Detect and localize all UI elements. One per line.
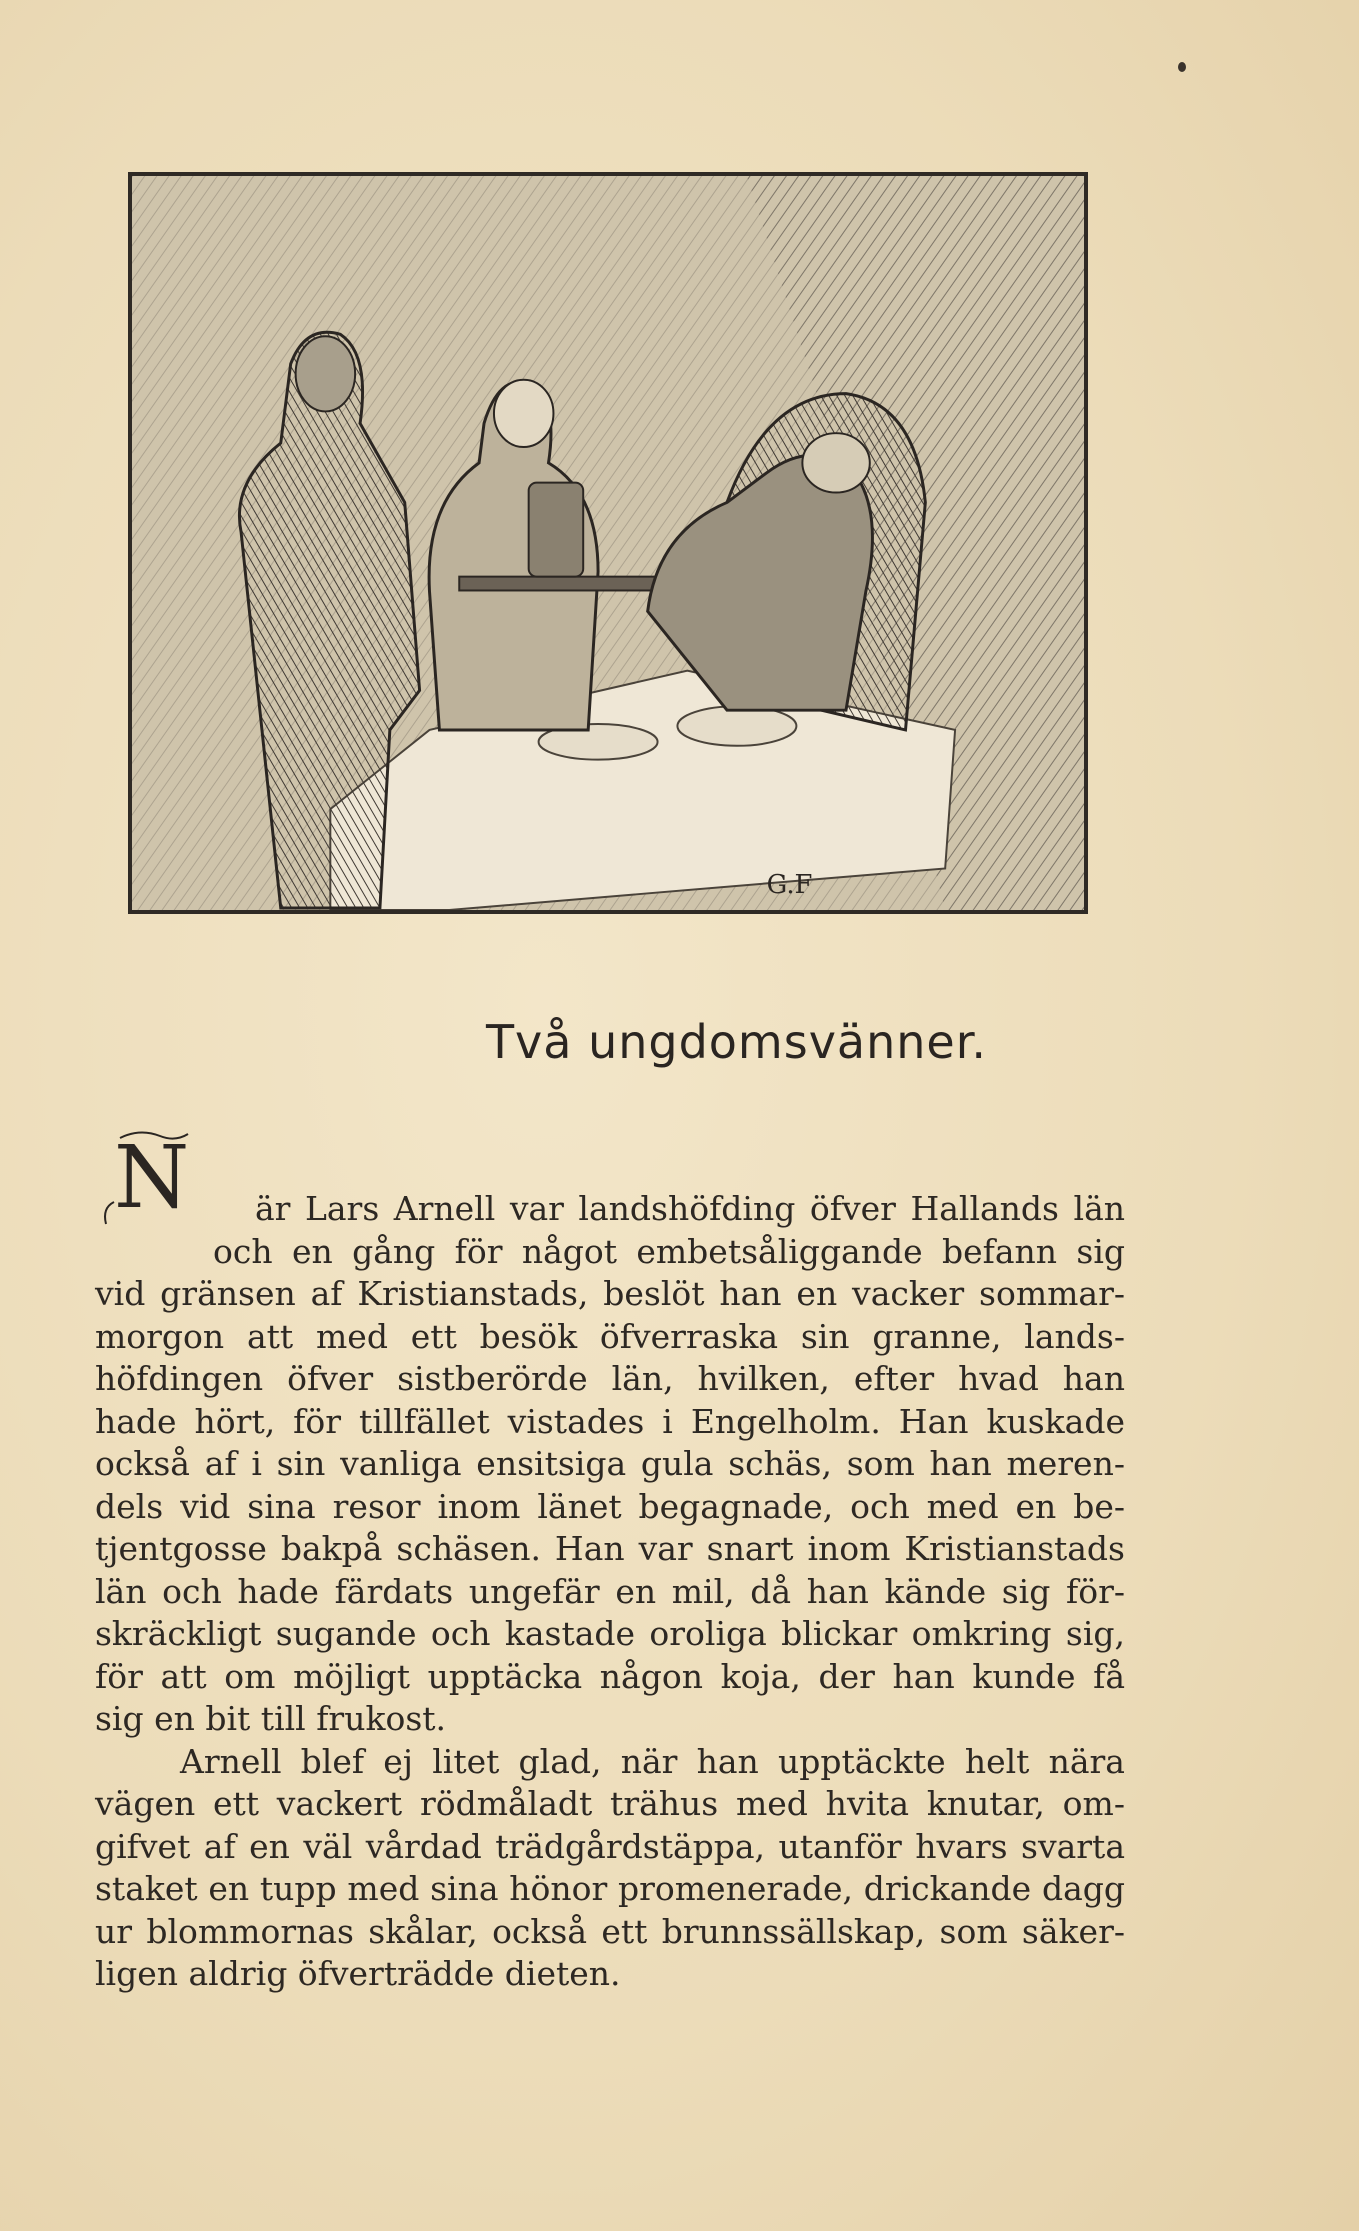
- text-line: för att om möjligt upptäcka någon koja, der han kunde få: [95, 1656, 1125, 1696]
- text-line: ligen aldrig öfverträdde dieten.: [95, 1954, 621, 1993]
- artist-signature: G.F: [766, 870, 813, 901]
- text-line: också af i sin vanliga ensitsiga gula schäs, som han meren-: [95, 1444, 1125, 1483]
- body-text: [95, 1188, 1125, 1996]
- text-line: är Lars Arnell var landshöfding öfver Hallands län: [255, 1189, 1125, 1228]
- initial-letter: N: [114, 1128, 190, 1228]
- text-line: morgon att med ett besök öfverraska sin granne, lands-: [95, 1316, 1125, 1356]
- text-line: gifvet af en väl vårdad trädgårdstäppa, utanför hvars svarta: [95, 1826, 1125, 1866]
- text-line: och en gång för något embetsåliggande befann sig: [213, 1231, 1125, 1271]
- text-line: Arnell blef ej litet glad, när han upptäckte helt nära: [180, 1741, 1125, 1781]
- chapter-title: [0, 1015, 1359, 1069]
- text-line: län och hade färdats ungefär en mil, då han kände sig för-: [95, 1571, 1125, 1611]
- chapter-title-text: Två ungdomsvänner.: [485, 1015, 988, 1069]
- text-line: tjentgosse bakpå schäsen. Han var snart inom Kristianstads: [95, 1529, 1125, 1568]
- text-line: dels vid sina resor inom länet begagnade, och med en be-: [95, 1486, 1125, 1526]
- engraving-image: [132, 176, 1084, 910]
- text-line: ur blommornas skålar, också ett brunnssällskap, som säker-: [95, 1911, 1125, 1951]
- coffee-pot: [529, 483, 584, 577]
- text-line: vägen ett vackert rödmåladt trähus med hvita knutar, om-: [95, 1784, 1125, 1823]
- paragraph-2: [95, 1741, 1125, 1996]
- text-line: sig en bit till frukost.: [95, 1699, 447, 1738]
- ink-dot: [1178, 62, 1186, 72]
- text-line: staket en tupp med sina hönor promenerade, drickande dagg: [95, 1869, 1125, 1908]
- text-line: skräckligt sugande och kastade oroliga blickar omkring sig,: [95, 1614, 1125, 1653]
- text-line: höfdingen öfver sistberörde län, hvilken, efter hvad han: [95, 1359, 1125, 1398]
- text-line: hade hört, för tillfället vistades i Engelholm. Han kuskade: [95, 1401, 1125, 1441]
- text-line: vid gränsen af Kristianstads, beslöt han en vacker sommar-: [95, 1274, 1125, 1313]
- illustration-dining-scene: [128, 172, 1088, 914]
- plate-right: [677, 706, 796, 746]
- serving-tray: [459, 577, 657, 591]
- paragraph-1: [95, 1188, 1125, 1741]
